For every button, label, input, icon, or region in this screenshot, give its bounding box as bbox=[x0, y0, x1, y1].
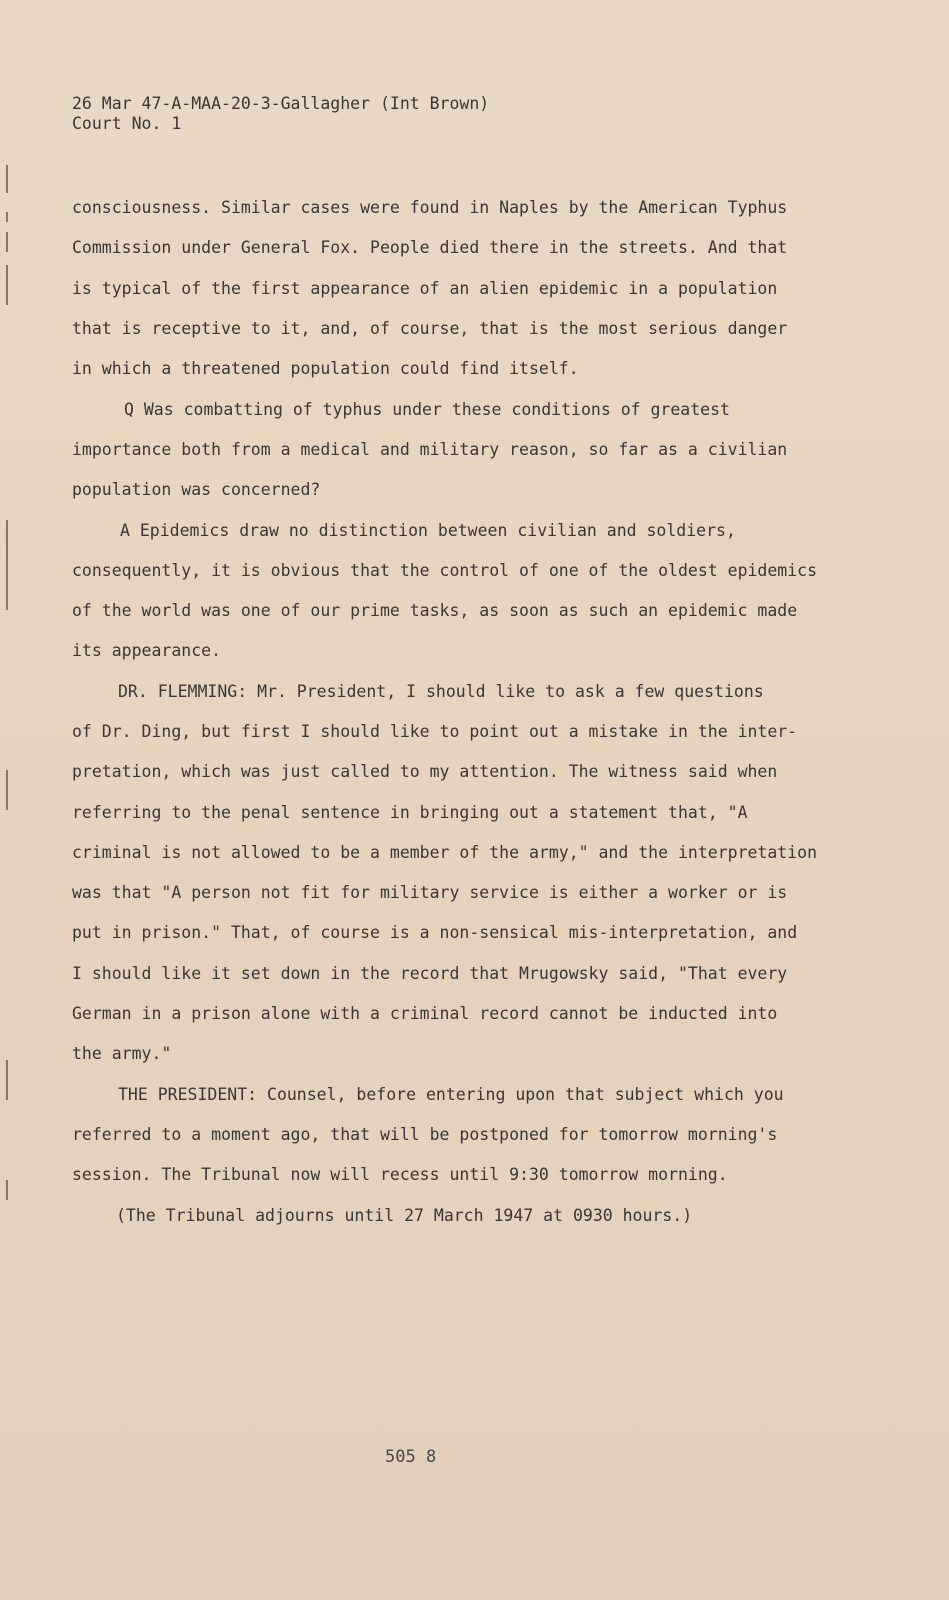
header-court-line: Court No. 1 bbox=[72, 114, 182, 133]
body-line: criminal is not allowed to be a member of the army," and the interpretation bbox=[72, 843, 818, 862]
question-line: Q Was combatting of typhus under these conditions of greatest bbox=[124, 400, 730, 419]
body-line: in which a threatened population could find itself. bbox=[72, 359, 579, 378]
body-line: pretation, which was just called to my attention. The witness said when bbox=[72, 762, 778, 781]
body-line: that is receptive to it, and, of course, that is the most serious danger bbox=[72, 319, 788, 338]
speaker-line: THE PRESIDENT: Counsel, before entering upon that subject which you bbox=[118, 1085, 784, 1104]
body-line: the army." bbox=[72, 1044, 172, 1063]
body-line: I should like it set down in the record that Mrugowsky said, "That every bbox=[72, 964, 788, 983]
answer-line: A Epidemics draw no distinction between civilian and soldiers, bbox=[120, 521, 736, 540]
adjournment-line: (The Tribunal adjourns until 27 March 1947 at 0930 hours.) bbox=[116, 1206, 693, 1225]
body-line: Commission under General Fox. People died there in the streets. And that bbox=[72, 238, 788, 257]
left-edge-mark bbox=[6, 165, 8, 193]
header-case-line: 26 Mar 47-A-MAA-20-3-Gallagher (Int Brown) bbox=[72, 94, 490, 113]
left-edge-mark bbox=[6, 1060, 8, 1100]
left-edge-mark bbox=[6, 212, 8, 222]
body-line: put in prison." That, of course is a non-sensical mis-interpretation, and bbox=[72, 923, 798, 942]
body-line: referring to the penal sentence in bringing out a statement that, "A bbox=[72, 803, 748, 822]
body-line: of the world was one of our prime tasks, as soon as such an epidemic made bbox=[72, 601, 798, 620]
body-line: is typical of the first appearance of an alien epidemic in a population bbox=[72, 279, 778, 298]
body-line: German in a prison alone with a criminal record cannot be inducted into bbox=[72, 1004, 778, 1023]
body-line: population was concerned? bbox=[72, 480, 321, 499]
body-line: of Dr. Ding, but first I should like to point out a mistake in the inter- bbox=[72, 722, 798, 741]
speaker-line: DR. FLEMMING: Mr. President, I should like to ask a few questions bbox=[118, 682, 764, 701]
body-line: consequently, it is obvious that the control of one of the oldest epidemics bbox=[72, 561, 818, 580]
left-edge-mark bbox=[6, 520, 8, 610]
body-line: session. The Tribunal now will recess until 9:30 tomorrow morning. bbox=[72, 1165, 728, 1184]
left-edge-mark bbox=[6, 1180, 8, 1200]
body-line: was that "A person not fit for military service is either a worker or is bbox=[72, 883, 788, 902]
page-number: 505 8 bbox=[385, 1447, 437, 1467]
left-edge-mark bbox=[6, 232, 8, 252]
body-line: its appearance. bbox=[72, 641, 222, 660]
left-edge-mark bbox=[6, 770, 8, 810]
body-line: importance both from a medical and military reason, so far as a civilian bbox=[72, 440, 788, 459]
body-line: consciousness. Similar cases were found in Naples by the American Typhus bbox=[72, 198, 788, 217]
left-edge-mark bbox=[6, 265, 8, 305]
body-line: referred to a moment ago, that will be postponed for tomorrow morning's bbox=[72, 1125, 778, 1144]
